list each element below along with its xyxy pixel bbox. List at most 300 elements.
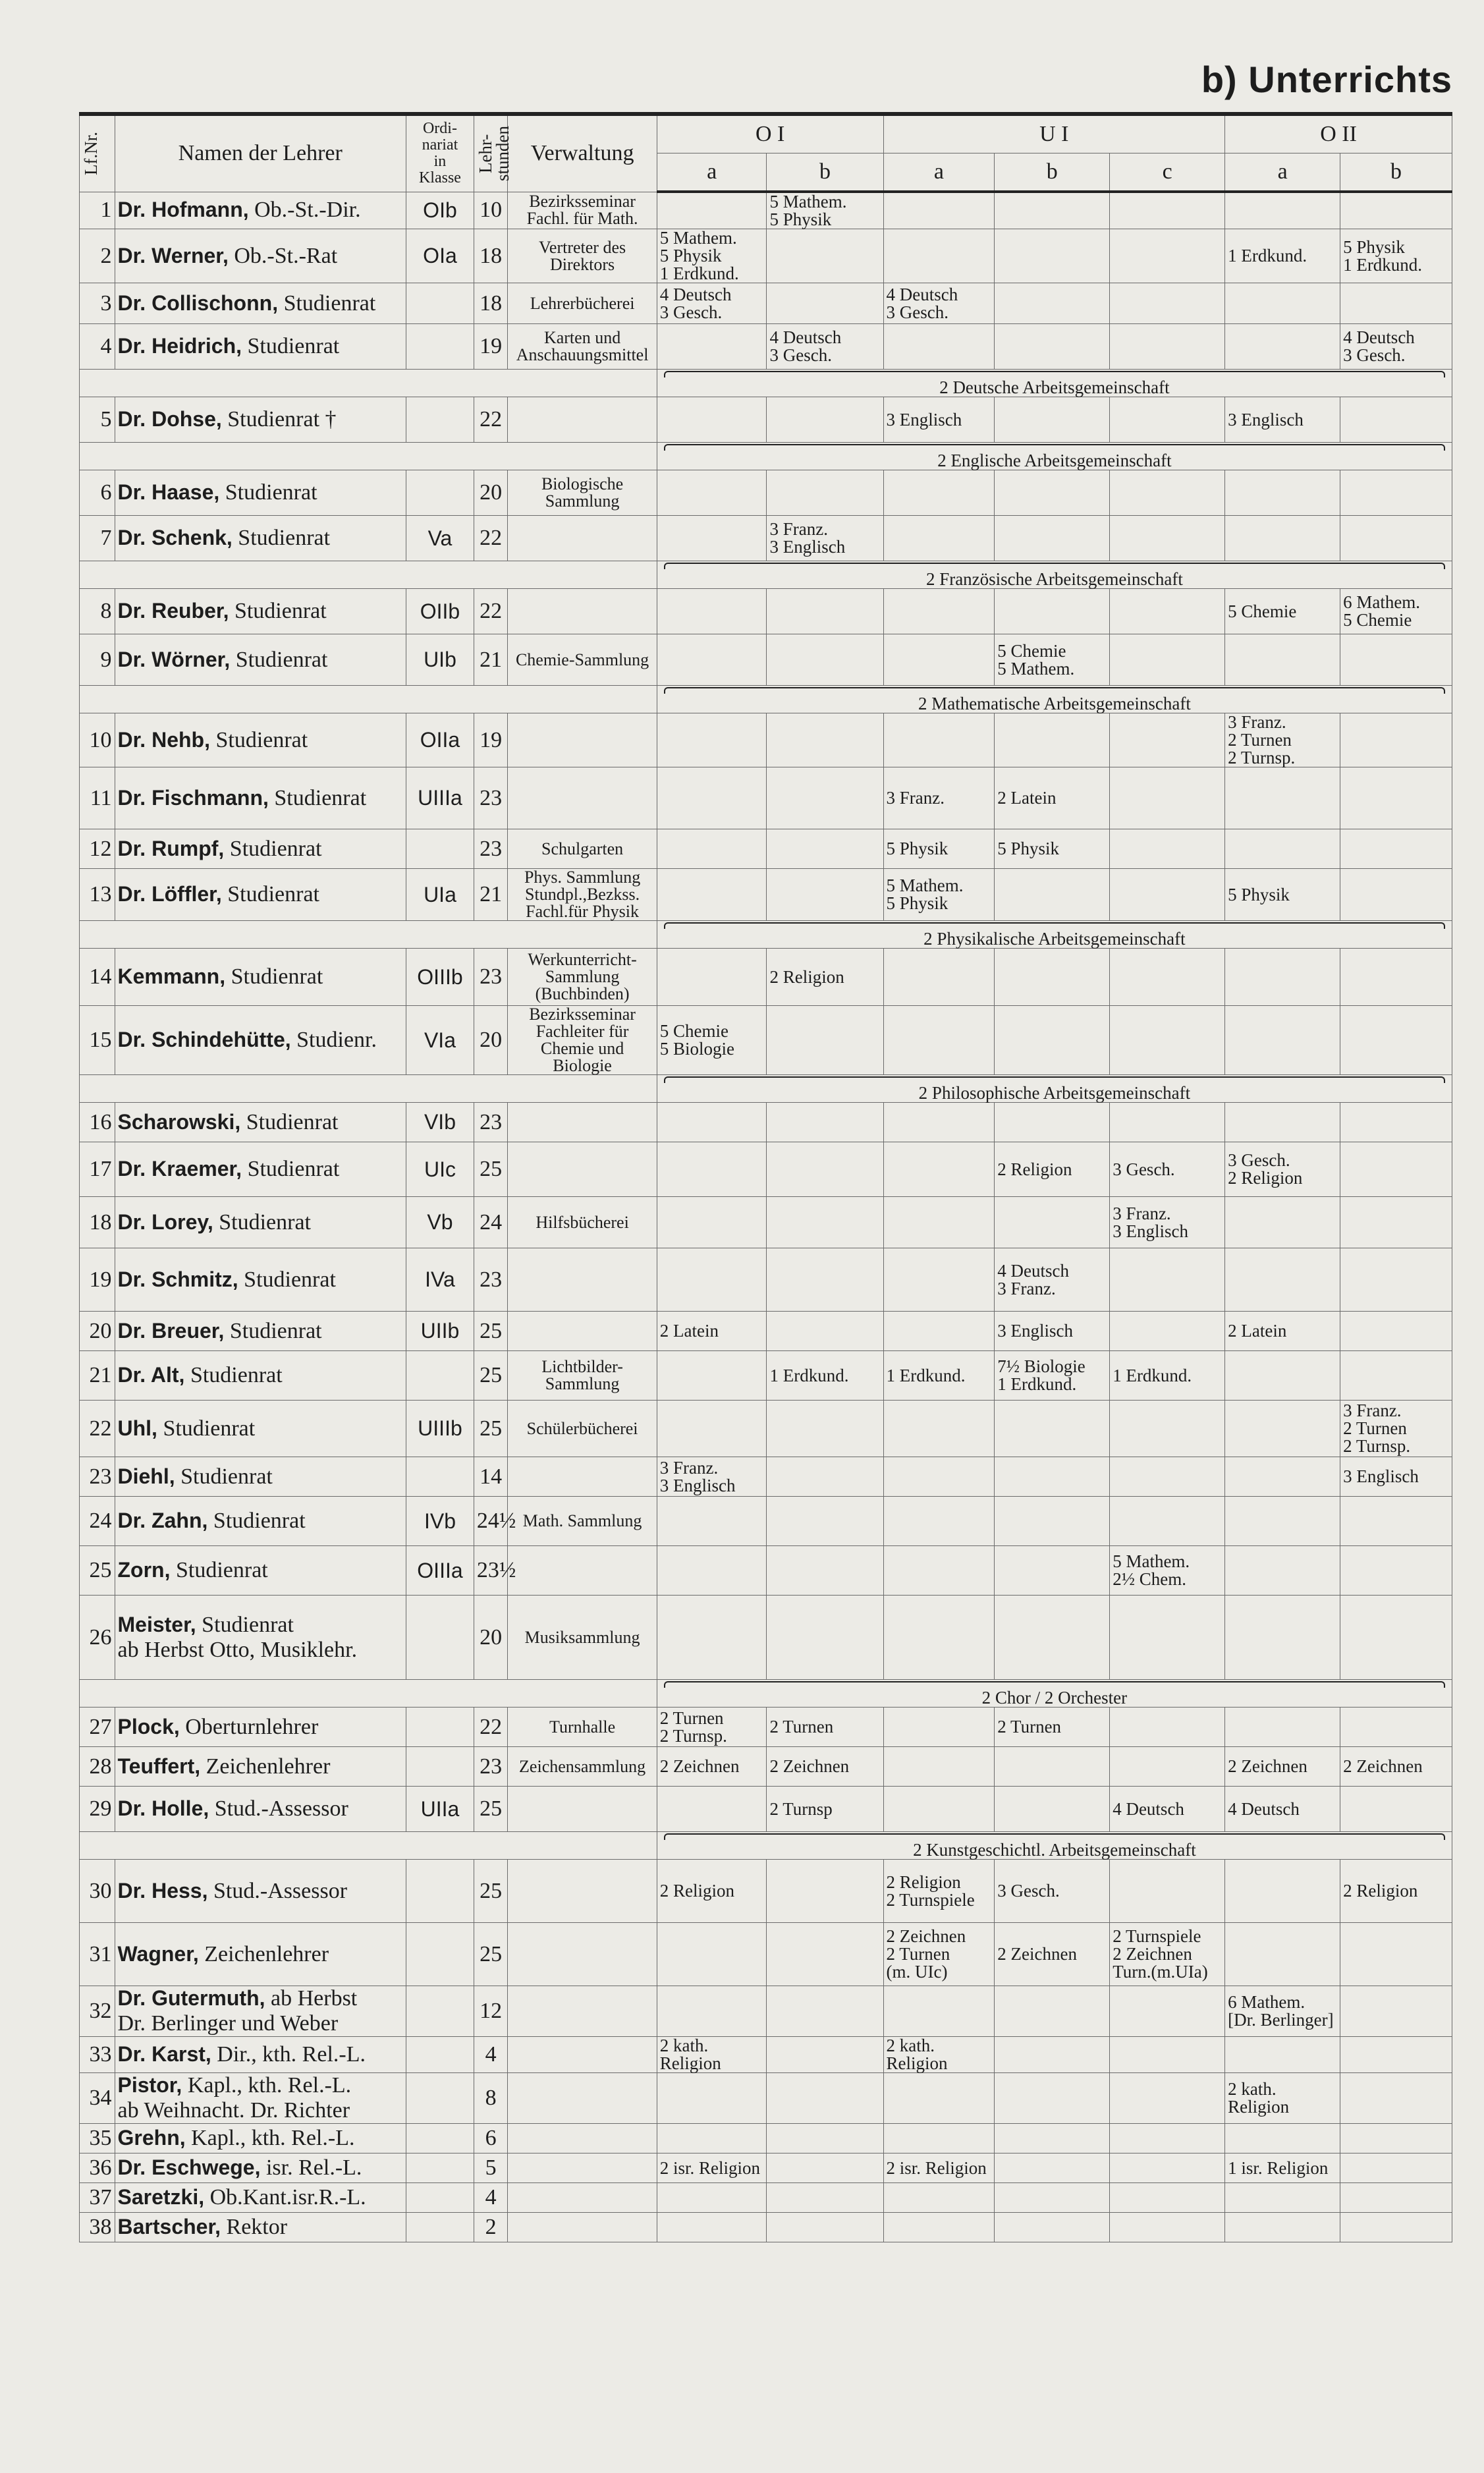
schedule-cell [657,1986,767,2037]
row-number: 16 [80,1103,115,1142]
schedule-cell [657,1351,767,1401]
schedule-cell [883,1596,995,1680]
administration-duty: Musiksammlung [508,1596,657,1680]
schedule-cell [657,949,767,1006]
schedule-cell [657,397,767,443]
schedule-cell [1340,1312,1452,1351]
schedule-cell: 5 Chemie 5 Mathem. [995,634,1110,686]
administration-duty [508,397,657,443]
teacher-title: Studienrat [170,1558,268,1582]
schedule-cell [995,1103,1110,1142]
schedule-cell [883,1197,995,1248]
schedule-cell [883,713,995,767]
working-group-spacer [80,921,657,949]
schedule-cell [1340,1351,1452,1401]
teacher-surname: Dr. Zahn, [117,1509,208,1532]
brace-mark [664,371,1445,377]
administration-duty [508,1546,657,1596]
teacher-title: Rektor [221,2215,288,2239]
schedule-cell [657,829,767,869]
table-row [80,516,1452,561]
teacher-surname: Dr. Eschwege, [117,2155,261,2179]
ordinariat-class: VIa [406,1006,474,1075]
schedule-cell [1340,1787,1452,1832]
schedule-cell: 4 Deutsch 3 Gesch. [883,283,995,324]
ordinariat-class [406,324,474,370]
schedule-cell [1110,2124,1225,2153]
brace-mark [664,444,1445,451]
schedule-cell [995,2124,1110,2153]
administration-duty [508,1312,657,1351]
table-row [80,1006,1452,1075]
brace-mark [664,1833,1445,1840]
schedule-cell [767,1312,883,1351]
schedule-cell: 4 Deutsch 3 Gesch. [657,283,767,324]
teacher-name [115,1747,406,1787]
schedule-cell [1110,192,1225,229]
schedule-cell [767,2073,883,2124]
working-group-text: 2 Philosophische Arbeitsgemeinschaft [918,1083,1191,1103]
teacher-name [115,1312,406,1351]
schedule-cell [767,2153,883,2183]
schedule-cell: 2 Religion 2 Turnspiele [883,1860,995,1923]
schedule-cell [883,229,995,283]
working-group-label [657,686,1452,713]
schedule-cell [657,2213,767,2242]
row-number: 7 [80,516,115,561]
teaching-hours: 23 [474,949,507,1006]
ordinariat-class [406,1457,474,1497]
row-number: 3 [80,283,115,324]
teacher-title: Studienrat ab Herbst Otto, Musiklehr. [117,1612,358,1662]
teacher-name [115,324,406,370]
teaching-hours: 25 [474,1351,507,1401]
schedule-cell [995,1986,1110,2037]
schedule-cell: 3 Englisch [1225,397,1340,443]
schedule-cell [1110,397,1225,443]
schedule-cell [1225,1103,1340,1142]
table-row [80,1986,1452,2037]
table-row [80,589,1452,634]
schedule-cell [1225,1197,1340,1248]
ordinariat-class [406,2183,474,2213]
teacher-surname: Kemmann, [117,964,226,988]
schedule-cell [995,229,1110,283]
schedule-cell: 5 Physik [1225,869,1340,921]
schedule-cell: 4 Deutsch 3 Gesch. [767,324,883,370]
working-group-row [80,921,1452,949]
teaching-hours: 21 [474,869,507,921]
teacher-surname: Dr. Reuber, [117,599,229,623]
ordinariat-class [406,1923,474,1986]
teacher-surname: Plock, [117,1714,180,1738]
schedule-cell: 5 Chemie 5 Biologie [657,1006,767,1075]
row-number: 2 [80,229,115,283]
schedule-cell [1225,1708,1340,1747]
schedule-cell [657,1401,767,1457]
schedule-cell [657,192,767,229]
schedule-cell [767,1103,883,1142]
schedule-cell [1110,1103,1225,1142]
table-row [80,767,1452,829]
schedule-cell [657,589,767,634]
teacher-name [115,283,406,324]
teacher-surname: Dr. Haase, [117,480,220,504]
ordinariat-class: Va [406,516,474,561]
schedule-cell [1110,634,1225,686]
schedule-cell [1110,1006,1225,1075]
administration-duty [508,1860,657,1923]
row-number: 6 [80,470,115,516]
group-ui: U I [883,114,1225,153]
schedule-cell [883,1142,995,1197]
schedule-cell [1340,2183,1452,2213]
row-number: 32 [80,1986,115,2037]
teaching-hours: 10 [474,192,507,229]
schedule-cell [1110,1596,1225,1680]
schedule-cell: 3 Franz. 3 Englisch [657,1457,767,1497]
ordinariat-class: VIb [406,1103,474,1142]
teaching-hours: 20 [474,1596,507,1680]
schedule-cell [883,470,995,516]
ordinariat-class [406,1351,474,1401]
teacher-title: Studienrat [157,1416,256,1441]
teacher-name [115,1546,406,1596]
teaching-hours: 23 [474,767,507,829]
table-row [80,1747,1452,1787]
schedule-cell [995,516,1110,561]
teacher-name [115,2073,406,2124]
teacher-name [115,1986,406,2037]
table-row [80,283,1452,324]
teacher-surname: Dr. Schindehütte, [117,1028,291,1051]
schedule-cell [1110,869,1225,921]
administration-duty [508,1787,657,1832]
schedule-cell [657,1142,767,1197]
administration-duty: Lehrerbücherei [508,283,657,324]
schedule-cell [1340,1546,1452,1596]
teacher-title: Studienrat [242,1157,340,1181]
ordinariat-class [406,2037,474,2073]
schedule-cell: 1 Erdkund. [767,1351,883,1401]
schedule-cell [1110,713,1225,767]
schedule-cell [1340,1006,1452,1075]
table-row [80,1142,1452,1197]
teaching-hours: 8 [474,2073,507,2124]
row-number: 5 [80,397,115,443]
schedule-cell [657,1497,767,1546]
teacher-title: Kapl., kth. Rel.-L. ab Weihnacht. Dr. Richter [117,2073,352,2123]
schedule-cell [995,1787,1110,1832]
table-row [80,1197,1452,1248]
ordinariat-class: OIIIa [406,1546,474,1596]
teacher-title: Zeichenlehrer [198,1941,329,1966]
teacher-name [115,2124,406,2153]
teaching-hours: 12 [474,1986,507,2037]
sub-oi-a: a [657,153,767,192]
ordinariat-class: UIIa [406,1787,474,1832]
schedule-cell: 3 Gesch. [995,1860,1110,1923]
ordinariat-class: OIIa [406,713,474,767]
ordinariat-class [406,1596,474,1680]
teacher-name [115,1351,406,1401]
teaching-hours: 20 [474,1006,507,1075]
schedule-cell [883,2183,995,2213]
ordinariat-class [406,1708,474,1747]
administration-duty [508,2037,657,2073]
teacher-surname: Dr. Werner, [117,243,229,267]
schedule-cell [1340,767,1452,829]
teacher-name [115,470,406,516]
schedule-cell [767,2037,883,2073]
schedule-cell [995,2183,1110,2213]
ordinariat-class: OIa [406,229,474,283]
schedule-cell [767,869,883,921]
schedule-cell [1225,2037,1340,2073]
schedule-cell: 5 Mathem. 5 Physik 1 Erdkund. [657,229,767,283]
schedule-cell [767,283,883,324]
teacher-name [115,949,406,1006]
schedule-cell [1225,1546,1340,1596]
schedule-cell: 4 Deutsch 3 Franz. [995,1248,1110,1312]
teacher-surname: Dr. Alt, [117,1363,185,1387]
teacher-title: Studienrat [224,1318,322,1343]
col-verwaltung: Verwaltung [508,114,657,192]
teacher-title: Stud.-Assessor [207,1878,348,1903]
row-number: 34 [80,2073,115,2124]
schedule-cell [1225,1401,1340,1457]
teacher-surname: Dr. Holle, [117,1796,209,1820]
schedule-cell [995,1197,1110,1248]
row-number: 37 [80,2183,115,2213]
teacher-title: Stud.-Assessor [209,1796,348,1821]
schedule-cell: 2 kath. Religion [883,2037,995,2073]
schedule-cell [657,470,767,516]
schedule-cell: 7½ Biologie 1 Erdkund. [995,1351,1110,1401]
schedule-cell [1225,1596,1340,1680]
teaching-hours: 25 [474,1142,507,1197]
schedule-cell: 5 Physik 1 Erdkund. [1340,229,1452,283]
teacher-name [115,1006,406,1075]
schedule-cell [883,949,995,1006]
teacher-surname: Bartscher, [117,2215,221,2238]
schedule-cell [1225,1923,1340,1986]
schedule-cell: 5 Mathem. 5 Physik [883,869,995,921]
schedule-cell: 3 Englisch [883,397,995,443]
table-body [80,192,1452,2242]
teaching-hours: 23 [474,1103,507,1142]
teacher-name [115,2037,406,2073]
working-group-row [80,1680,1452,1708]
teacher-name [115,1497,406,1546]
schedule-cell [1340,869,1452,921]
schedule-cell [657,2183,767,2213]
ordinariat-class [406,2153,474,2183]
teacher-name [115,1923,406,1986]
schedule-cell: 5 Chemie [1225,589,1340,634]
schedule-cell [883,1546,995,1596]
schedule-cell [883,1006,995,1075]
administration-duty [508,1457,657,1497]
teaching-hours: 25 [474,1312,507,1351]
schedule-cell [1340,1103,1452,1142]
schedule-cell [995,1747,1110,1787]
schedule-cell [995,1006,1110,1075]
brace-mark [664,687,1445,694]
teacher-surname: Diehl, [117,1464,175,1488]
schedule-cell [1340,2037,1452,2073]
ordinariat-class [406,2124,474,2153]
schedule-cell [995,2213,1110,2242]
teacher-name [115,1457,406,1497]
schedule-cell: 3 Franz. [883,767,995,829]
teaching-hours: 22 [474,1708,507,1747]
teacher-title: Studienrat [242,334,340,358]
schedule-cell [995,2153,1110,2183]
schedule-cell [1225,516,1340,561]
teacher-surname: Zorn, [117,1558,171,1582]
teacher-name [115,767,406,829]
working-group-text: 2 Englische Arbeitsgemeinschaft [937,451,1172,470]
schedule-cell [657,1596,767,1680]
col-lehrstunden: Lehr- stunden [474,114,507,192]
administration-duty [508,767,657,829]
table-row [80,1546,1452,1596]
teaching-hours: 14 [474,1457,507,1497]
schedule-cell [657,869,767,921]
schedule-cell [995,324,1110,370]
teacher-title: Studienrat [278,291,376,316]
schedule-cell [1110,516,1225,561]
schedule-cell [657,767,767,829]
schedule-cell: 2 Turnen [767,1708,883,1747]
teacher-title: Studienrat [230,647,328,672]
schedule-cell [883,1708,995,1747]
ordinariat-class [406,1860,474,1923]
schedule-cell [883,2124,995,2153]
brace-mark [664,1681,1445,1688]
table-row [80,2183,1452,2213]
administration-duty [508,2183,657,2213]
teacher-title: ab Herbst Dr. Berlinger und Weber [117,1986,358,2036]
teacher-surname: Teuffert, [117,1754,201,1778]
teacher-title: Kapl., kth. Rel.-L. [185,2126,355,2150]
sub-ui-c: c [1110,153,1225,192]
schedule-cell [767,1197,883,1248]
working-group-spacer [80,1680,657,1708]
teacher-name [115,192,406,229]
schedule-cell: 3 Englisch [995,1312,1110,1351]
schedule-cell [1340,1596,1452,1680]
table-row [80,869,1452,921]
schedule-cell [1225,324,1340,370]
ordinariat-class: UIIb [406,1312,474,1351]
schedule-cell: 1 Erdkund. [1110,1351,1225,1401]
ordinariat-class [406,829,474,869]
schedule-cell [1340,1497,1452,1546]
teaching-hours: 25 [474,1923,507,1986]
administration-duty [508,589,657,634]
schedule-cell [1340,2073,1452,2124]
teacher-surname: Meister, [117,1612,196,1636]
ordinariat-class [406,1747,474,1787]
teaching-hours: 23 [474,829,507,869]
teacher-title: Studienrat [175,1464,273,1489]
teacher-name [115,229,406,283]
teacher-title: Ob.-St.-Rat [228,243,338,268]
schedule-cell: 2 Religion [995,1142,1110,1197]
table-row [80,2037,1452,2073]
ordinariat-class: OIIIb [406,949,474,1006]
schedule-cell [995,589,1110,634]
ordinariat-class: OIb [406,192,474,229]
administration-duty: Schülerbücherei [508,1401,657,1457]
schedule-cell [883,1747,995,1787]
row-number: 9 [80,634,115,686]
schedule-cell [1340,516,1452,561]
teacher-surname: Dr. Schmitz, [117,1267,238,1291]
schedule-cell [1340,1248,1452,1312]
administration-duty: Phys. Sammlung Stundpl.,Bezkss. Fachl.für Physik [508,869,657,921]
schedule-cell [995,713,1110,767]
schedule-cell [1225,949,1340,1006]
schedule-cell [1110,1860,1225,1923]
schedule-cell [883,516,995,561]
teacher-surname: Dr. Wörner, [117,647,231,671]
working-group-row [80,443,1452,470]
teacher-name [115,869,406,921]
row-number: 33 [80,2037,115,2073]
schedule-cell [1225,1457,1340,1497]
schedule-cell: 2 isr. Religion [883,2153,995,2183]
schedule-cell: 2 Religion [657,1860,767,1923]
schedule-cell [995,1546,1110,1596]
working-group-spacer [80,1832,657,1860]
schedule-cell [767,1923,883,1986]
schedule-cell [657,2073,767,2124]
teacher-title: Oberturnlehrer [179,1714,319,1739]
schedule-cell [767,1860,883,1923]
working-group-label [657,1075,1452,1103]
teacher-title: Studienrat [207,1509,306,1533]
col-ordinariat: Ordi- nariat in Klasse [406,114,474,192]
schedule-cell [1225,1006,1340,1075]
table-row [80,192,1452,229]
teacher-title: Dir., kth. Rel.-L. [211,2042,366,2067]
schedule-cell [767,1248,883,1312]
schedule-cell [657,324,767,370]
administration-duty: Werkunterricht-Sammlung (Buchbinden) [508,949,657,1006]
schedule-cell: 5 Physik [883,829,995,869]
teacher-surname: Dr. Lorey, [117,1209,213,1234]
working-group-label [657,561,1452,589]
table-row [80,634,1452,686]
ordinariat-class: UIIIb [406,1401,474,1457]
teaching-hours: 23½ [474,1546,507,1596]
schedule-cell [883,589,995,634]
schedule-cell [1225,283,1340,324]
schedule-cell [1225,829,1340,869]
schedule-cell [883,1787,995,1832]
schedule-cell [1110,470,1225,516]
teacher-surname: Scharowski, [117,1109,241,1134]
teacher-title: Zeichenlehrer [200,1754,331,1779]
table-row [80,2073,1452,2124]
teacher-title: Studienrat [229,599,327,623]
table-row [80,2153,1452,2183]
schedule-cell [1110,2183,1225,2213]
table-row [80,1248,1452,1312]
